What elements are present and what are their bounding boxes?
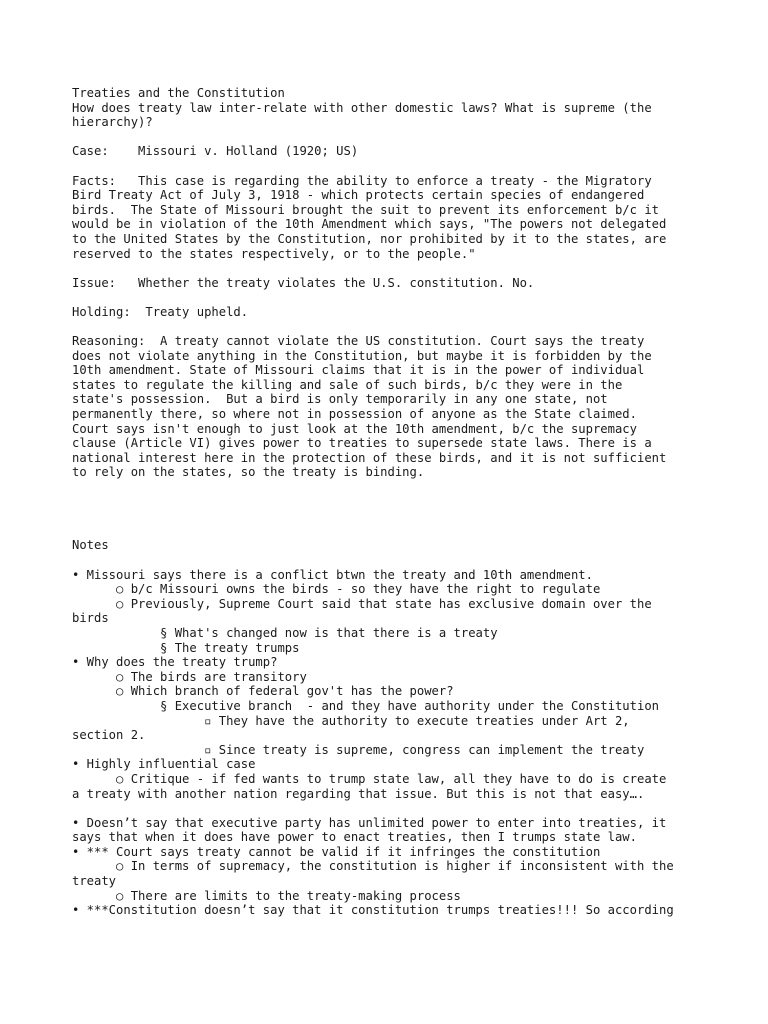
reasoning-line: states to regulate the killing and sale of such birds, b/c they were in the — [72, 377, 623, 392]
holding-line: Holding: Treaty upheld. — [72, 304, 249, 319]
note-item: ○ In terms of supremacy, the constitution is higher if inconsistent with the — [72, 859, 674, 874]
reasoning-line: Court says isn't enough to just look at the 10th amendment, b/c the supremacy — [72, 421, 637, 436]
reasoning-line: 10th amendment. State of Missouri claims that it is in the power of individual — [72, 363, 645, 378]
note-item: birds — [72, 611, 109, 626]
doc-title: Treaties and the Constitution — [72, 86, 285, 100]
note-item: ○ b/c Missouri owns the birds - so they have the right to regulate — [72, 582, 601, 597]
note-item: • ***Constitution doesn’t say that it constitution trumps treaties!!! So according — [72, 903, 674, 918]
facts-paragraph — [72, 174, 702, 262]
doc-question: How does treaty law inter-relate with other domestic laws? What is supreme (the — [72, 100, 652, 115]
note-item: § Executive branch - and they have authority under the Constitution — [72, 698, 659, 713]
note-item: ○ There are limits to the treaty-making process — [72, 888, 461, 903]
note-item: • *** Court says treaty cannot be valid if it infringes the constitution — [72, 844, 601, 859]
spacer — [72, 801, 702, 816]
note-item: • Why does the treaty trump? — [72, 655, 278, 670]
reasoning-paragraph — [72, 334, 702, 480]
spacer — [72, 480, 702, 538]
note-item: ▫ They have the authority to execute treaties under Art 2, — [72, 713, 630, 728]
document-page — [72, 86, 702, 918]
spacer — [72, 261, 702, 276]
reasoning-line: clause (Article VI) gives power to treaties to supersede state laws. There is a — [72, 436, 652, 451]
facts-line: to the United States by the Constitution, nor prohibited by it to the states, are — [72, 231, 667, 246]
note-item: ▫ Since treaty is supreme, congress can implement the treaty — [72, 742, 645, 757]
note-item: • Doesn’t say that executive party has unlimited power to enter into treaties, it — [72, 815, 667, 830]
note-item: § The treaty trumps — [72, 640, 300, 655]
facts-line: Bird Treaty Act of July 3, 1918 - which protects certain species of endangered — [72, 188, 645, 203]
doc-question-cont: hierarchy)? — [72, 115, 153, 130]
case-line: Case: Missouri v. Holland (1920; US) — [72, 144, 359, 159]
reasoning-line: permanently there, so where not in possession of anyone as the State claimed. — [72, 407, 637, 422]
note-item: • Missouri says there is a conflict btwn the treaty and 10th amendment. — [72, 567, 593, 582]
note-item: ○ Critique - if fed wants to trump state law, all they have to do is create — [72, 771, 667, 786]
notes-list-b — [72, 816, 702, 918]
issue-line: Issue: Whether the treaty violates the U.S. constitution. No. — [72, 275, 535, 290]
facts-line: reserved to the states respectively, or to the people." — [72, 246, 476, 261]
reasoning-line: to rely on the states, so the treaty is binding. — [72, 465, 425, 480]
spacer — [72, 290, 702, 305]
note-item: § What's changed now is that there is a treaty — [72, 625, 498, 640]
note-item: treaty — [72, 874, 117, 889]
spacer — [72, 553, 702, 568]
facts-line: would be in violation of the 10th Amendment which says, "The powers not delegated — [72, 217, 667, 232]
spacer — [72, 159, 702, 174]
note-item: a treaty with another nation regarding that issue. But this is not that easy…. — [72, 786, 645, 801]
note-item: ○ Which branch of federal gov't has the power? — [72, 684, 454, 699]
header-block — [72, 86, 702, 130]
reasoning-line: national interest here in the protection of these birds, and it is not sufficient — [72, 450, 667, 465]
spacer — [72, 130, 702, 145]
note-item: • Highly influential case — [72, 757, 256, 772]
notes-list-a — [72, 568, 702, 802]
note-item: ○ The birds are transitory — [72, 669, 307, 684]
facts-line: Facts: This case is regarding the ability to enforce a treaty - the Migratory — [72, 173, 652, 188]
note-item: says that when it does have power to enact treaties, then I trumps state law. — [72, 830, 637, 845]
note-item: section 2. — [72, 728, 146, 743]
reasoning-line: state's possession. But a bird is only temporarily in any one state, not — [72, 392, 608, 407]
reasoning-line: Reasoning: A treaty cannot violate the US constitution. Court says the treaty — [72, 334, 645, 349]
facts-line: birds. The State of Missouri brought the suit to prevent its enforcement b/c it — [72, 202, 659, 217]
reasoning-line: does not violate anything in the Constitution, but maybe it is forbidden by the — [72, 348, 652, 363]
notes-heading: Notes — [72, 538, 109, 553]
note-item: ○ Previously, Supreme Court said that state has exclusive domain over the — [72, 596, 652, 611]
spacer — [72, 320, 702, 335]
